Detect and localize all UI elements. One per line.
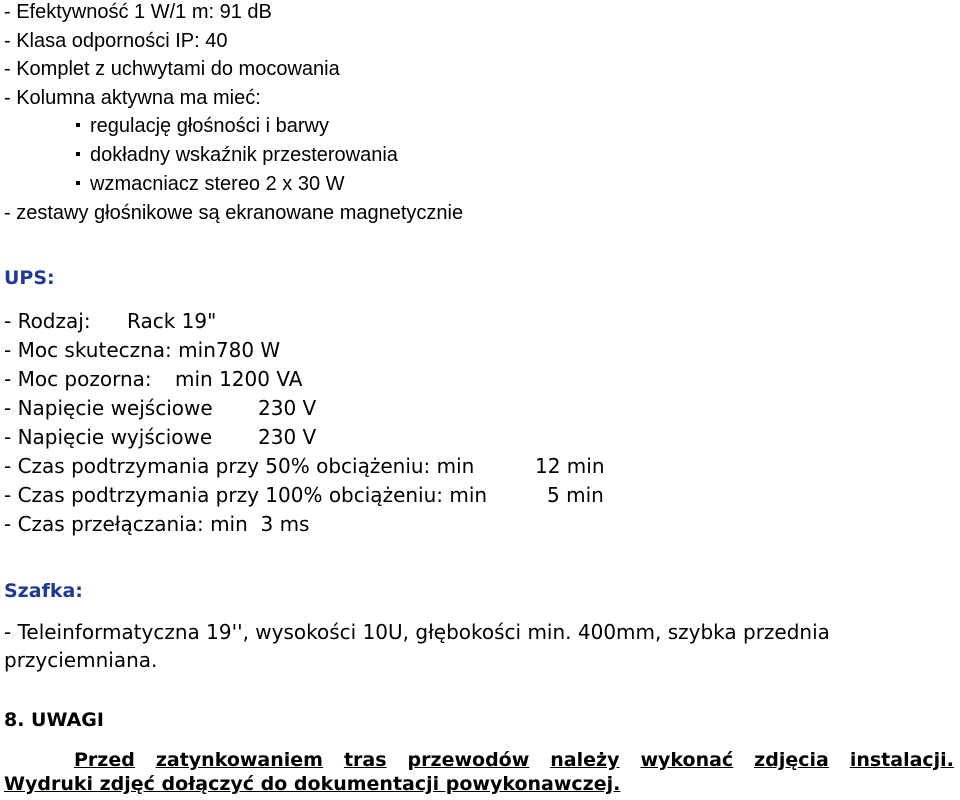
notes-instruction-line-2: Wydruki zdjęć dołączyć do dokumentacji powykonawczej. <box>4 773 621 795</box>
ups-backup-100-label: - Czas podtrzymania przy 100% obciążeniu: min <box>4 483 488 507</box>
notes-word: zatynkowaniem <box>155 749 323 771</box>
cabinet-spec-line: - Teleinformatyczna 19'', wysokości 10U, głębokości min. 400mm, szybka przednia <box>4 620 830 644</box>
ups-input-voltage-value: 230 V <box>258 396 317 420</box>
ups-active-power: - Moc skuteczna: min780 W <box>4 338 281 362</box>
ups-output-voltage-value: 230 V <box>258 425 317 449</box>
ups-input-voltage-label: - Napięcie wejściowe <box>4 396 213 420</box>
ups-apparent-power-label: - Moc pozorna: <box>4 367 152 391</box>
ups-backup-100-value: 5 min <box>547 483 604 507</box>
ups-backup-50-label: - Czas podtrzymania przy 50% obciążeniu: min <box>4 454 475 478</box>
notes-word: instalacji. <box>849 749 954 771</box>
spec-mounting: - Komplet z uchwytami do mocowania <box>4 58 340 80</box>
notes-instruction-line <box>74 748 954 772</box>
cabinet-spec-line-continued: przyciemniana. <box>4 648 158 672</box>
spec-active-column: - Kolumna aktywna ma mieć: <box>4 87 261 109</box>
notes-heading: 8. UWAGI <box>4 709 104 731</box>
ups-type-value: Rack 19" <box>127 309 217 333</box>
feature-list-item <box>76 114 329 138</box>
feature-text: wzmacniacz stereo 2 x 30 W <box>90 173 345 195</box>
bullet-icon <box>76 152 80 156</box>
notes-word: przewodów <box>407 749 530 771</box>
spec-efficiency: - Efektywność 1 W/1 m: 91 dB <box>4 1 272 23</box>
spec-shielded: - zestawy głośnikowe są ekranowane magnetycznie <box>4 202 464 224</box>
ups-type-label: - Rodzaj: <box>4 309 91 333</box>
feature-list-item <box>76 172 345 196</box>
bullet-icon <box>76 181 80 185</box>
ups-backup-50-value: 12 min <box>535 454 605 478</box>
feature-list-item <box>76 143 398 167</box>
notes-word: zdjęcia <box>754 749 829 771</box>
notes-word: Przed <box>74 749 135 771</box>
ups-switch-time: - Czas przełączania: min 3 ms <box>4 512 310 536</box>
ups-apparent-power-value: min 1200 VA <box>175 367 303 391</box>
ups-heading: UPS: <box>4 267 55 289</box>
notes-word: należy <box>550 749 620 771</box>
bullet-icon <box>76 123 80 127</box>
notes-word: tras <box>343 749 387 771</box>
notes-word: wykonać <box>640 749 734 771</box>
spec-ip-class: - Klasa odporności IP: 40 <box>4 30 228 52</box>
feature-text: regulację głośności i barwy <box>90 115 330 137</box>
cabinet-heading: Szafka: <box>4 580 83 602</box>
ups-output-voltage-label: - Napięcie wyjściowe <box>4 425 213 449</box>
feature-text: dokładny wskaźnik przesterowania <box>90 144 398 166</box>
